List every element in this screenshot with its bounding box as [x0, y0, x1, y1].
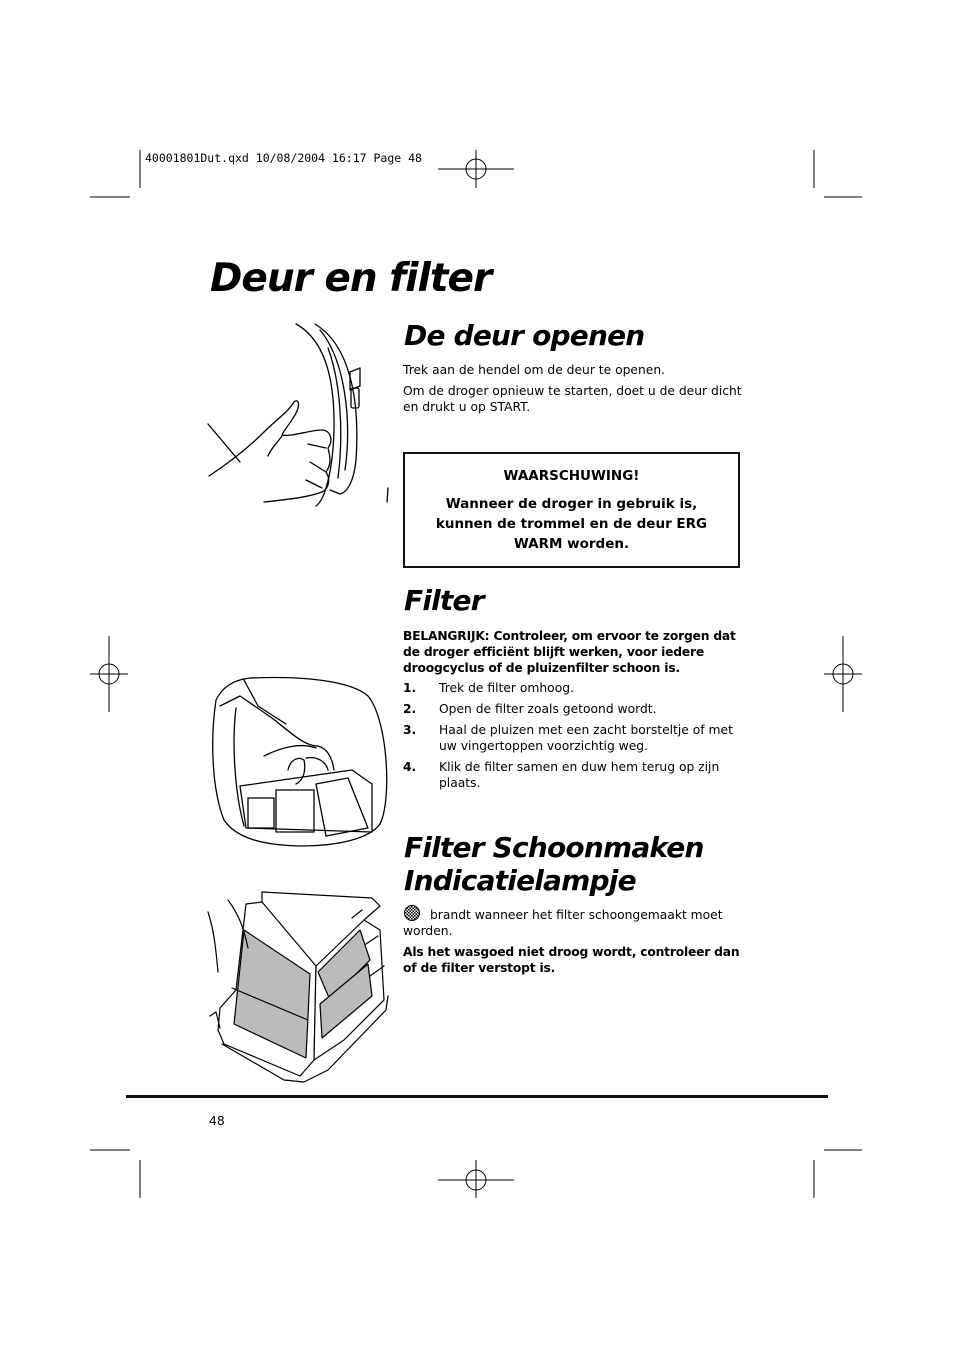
file-slug: 40001801Dut.qxd 10/08/2004 16:17 Page 48	[145, 151, 422, 165]
footer-rule	[126, 1095, 828, 1098]
step-number: 4.	[403, 760, 417, 774]
indicator-heading-line-2: Indicatielampje	[404, 864, 636, 897]
warning-text: Wanneer de droger in gebruik is, kunnen de trommel en de deur ERG WARM worden.	[435, 496, 708, 552]
door-text-1: Trek aan de hendel om de deur te openen.	[403, 363, 666, 377]
step-number: 1.	[403, 681, 417, 695]
indicator-text-1: brandt wanneer het filter schoongemaakt moet worden.	[403, 908, 723, 938]
door-heading: De deur openen	[404, 319, 645, 352]
filter-heading: Filter	[404, 584, 484, 617]
step-text: Open de filter zoals getoond wordt.	[439, 702, 657, 716]
step-text: Trek de filter omhoog.	[439, 681, 574, 695]
warning-title: WAARSCHUWING!	[503, 468, 640, 484]
step-text: Klik de filter samen en duw hem terug op zijn plaats.	[439, 760, 720, 790]
door-text-2: Om de droger opnieuw te starten, doet u de deur dicht en drukt u op START.	[403, 384, 742, 414]
step-number: 3.	[403, 723, 417, 737]
indicator-text-2: Als het wasgoed niet droog wordt, controleer dan of de filter verstopt is.	[403, 945, 740, 975]
step-text: Haal de pluizen met een zacht borsteltje of met uw vingertoppen voorzichtig weg.	[439, 723, 733, 753]
page-title: Deur en filter	[210, 256, 492, 301]
page-number: 48	[209, 1114, 225, 1128]
step-number: 2.	[403, 702, 417, 716]
indicator-heading-line-1: Filter Schoonmaken	[404, 831, 704, 864]
filter-important: BELANGRIJK: Controleer, om ervoor te zorgen dat de droger efficiënt blijft werken, voor iedere droogcyclus of de pluizenfilter schoon is.	[403, 629, 736, 675]
